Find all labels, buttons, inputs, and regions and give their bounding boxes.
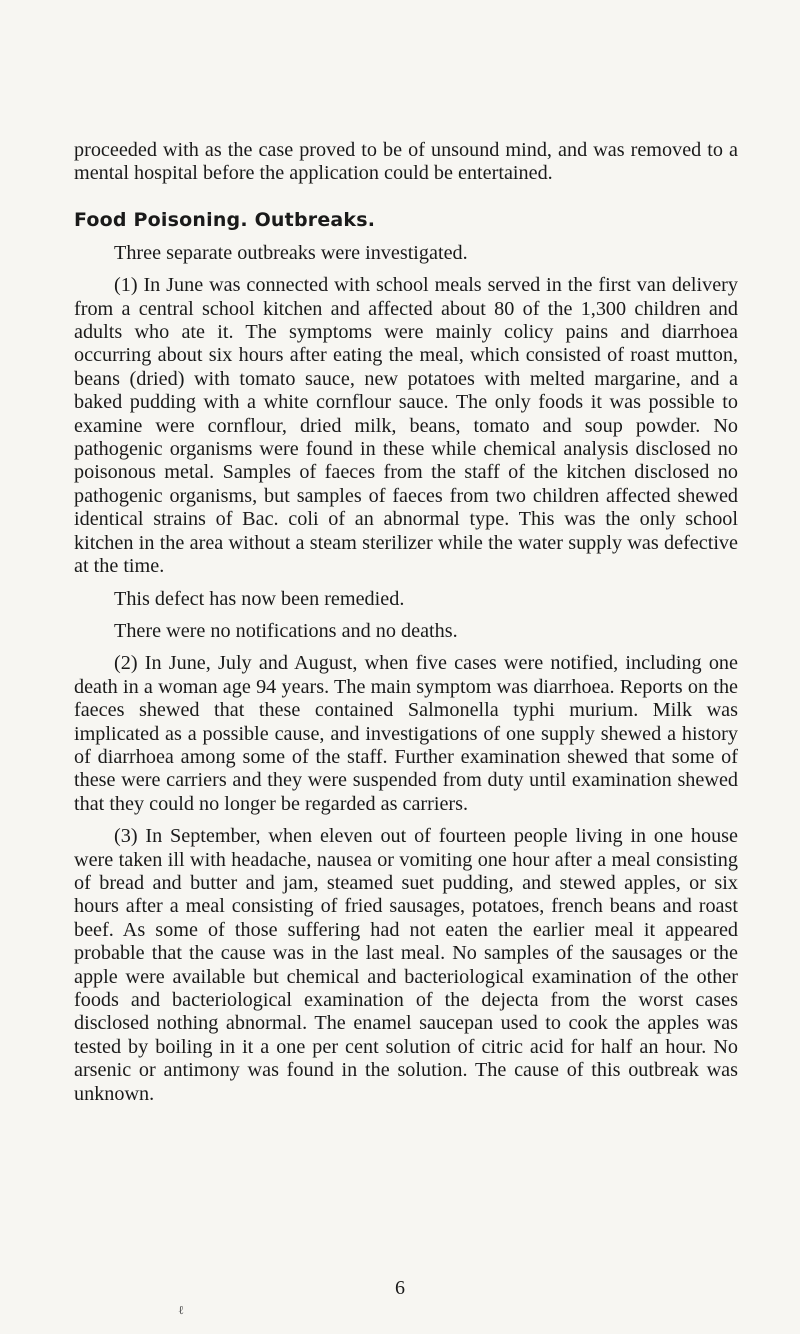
stray-print-mark: ℓ <box>178 1303 184 1317</box>
section-heading: Food Poisoning. Outbreaks. <box>74 208 376 231</box>
remedied-paragraph: This defect has now been remedied. <box>114 587 405 610</box>
document-page <box>74 139 738 1106</box>
section-lead: Three separate outbreaks were investigated. <box>114 241 468 264</box>
outbreak-2-paragraph: (2) In June, July and August, when five cases were notified, including one death in a woman age 94 years. The main symptom was diarrhoea. Reports on the faeces shewed that these contained Salmonella typhi murium. Milk was implicated as a possible cause, and investigations of one supply shewed a history of diarrhoea among some of the staff. Further examination shewed that some of these were carriers and they were suspended from duty until examination shewed that they could no longer be regarded as carriers. <box>74 652 738 815</box>
no-notifications-paragraph: There were no notifications and no deaths. <box>114 619 458 642</box>
intro-paragraph: proceeded with as the case proved to be of unsound mind, and was removed to a mental hospital before the application could be entertained. <box>74 139 738 185</box>
outbreak-3-paragraph: (3) In September, when eleven out of fourteen people living in one house were taken ill with headache, nausea or vomiting one hour after a meal consisting of bread and butter and jam, steamed suet pudding, and stewed apples, or six hours after a meal consisting of fried sausages, potatoes, french beans and roast beef. As some of those suffering had not eaten the earlier meal it appeared probable that the cause was in the last meal. No samples of the sausages or the apple were available but chemical and bacteriological examination of the other foods and bacteriological examination of the dejecta from the worst cases disclosed nothing abnormal. The enamel saucepan used to cook the apples was tested by boiling in it a one per cent solution of citric acid for half an hour. No arsenic or antimony was found in the solution. The cause of this outbreak was unknown. <box>74 825 738 1105</box>
page-number: 6 <box>395 1277 405 1299</box>
outbreak-1-paragraph: (1) In June was connected with school meals served in the first van delivery from a central school kitchen and affected about 80 of the 1,300 children and adults who ate it. The symptoms were mainly colicy pains and diarrhoea occurring about six hours after eating the meal, which consisted of roast mutton, beans (dried) with tomato sauce, new potatoes with melted margarine, and a baked pudding with a white cornflour sauce. The only foods it was possible to examine were cornflour, dried milk, beans, tomato and soup powder. No pathogenic organisms were found in these while chemical analysis disclosed no poisonous metal. Samples of faeces from the staff of the kitchen disclosed no pathogenic organisms, but samples of faeces from two children affected shewed identical strains of Bac. coli of an abnormal type. This was the only school kitchen in the area without a steam sterilizer while the water supply was defective at the time. <box>74 274 738 578</box>
